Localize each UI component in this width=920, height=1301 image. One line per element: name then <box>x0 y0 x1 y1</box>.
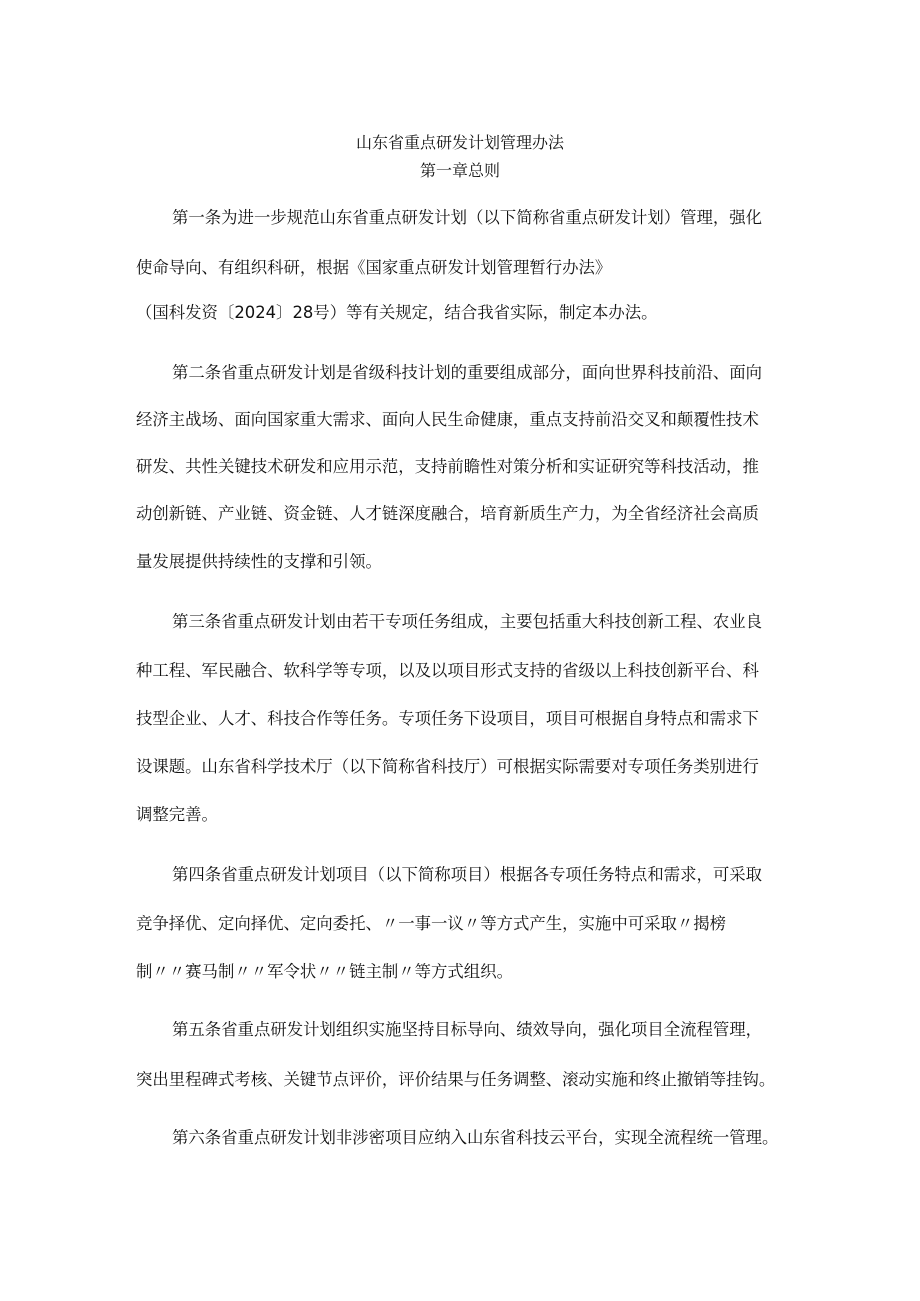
article-3-line-3: 技型企业、人才、科技合作等任务。专项任务下设项目，项目可根据自身特点和需求下 <box>136 709 759 728</box>
article-3-line-2: 种工程、军民融合、软科学等专项，以及以项目形式支持的省级以上科技创新平台、科 <box>136 661 759 680</box>
chapter-heading: 第一章总则 <box>419 161 500 180</box>
article-4-line-2: 竞争择优、定向择优、定向委托、〃一事一议〃等方式产生，实施中可采取〃揭榜 <box>136 914 727 933</box>
article-6-line-1: 第六条省重点研发计划非涉密项目应纳入山东省科技云平台，实现全流程统一管理。 <box>172 1128 779 1147</box>
article-1-line-2: 使命导向、有组织科研，根据《国家重点研发计划管理暂行办法》 <box>136 258 612 277</box>
article-1-line-1: 第一条为进一步规范山东省重点研发计划（以下简称省重点研发计划）管理，强化 <box>172 208 763 227</box>
article-3-line-4: 设课题。山东省科学技术厅（以下简称省科技厅）可根据实际需要对专项任务类别进行 <box>136 757 759 776</box>
article-5-line-2: 突出里程碑式考核、关键节点评价，评价结果与任务调整、滚动实施和终止撤销等挂钩。 <box>136 1070 776 1089</box>
article-3-line-1: 第三条省重点研发计划由若干专项任务组成，主要包括重大科技创新工程、农业良 <box>172 612 763 631</box>
article-2-line-4: 动创新链、产业链、资金链、人才链深度融合，培育新质生产力，为全省经济社会高质 <box>136 504 759 523</box>
article-4-line-1: 第四条省重点研发计划项目（以下简称项目）根据各专项任务特点和需求，可采取 <box>172 865 763 884</box>
article-2-line-3: 研发、共性关键技术研发和应用示范，支持前瞻性对策分析和实证研究等科技活动，推 <box>136 457 759 476</box>
document-title: 山东省重点研发计划管理办法 <box>355 133 564 152</box>
article-2-line-5: 量发展提供持续性的支撑和引领。 <box>136 552 382 571</box>
article-1-line-3: （国科发资〔2024〕28号）等有关规定，结合我省实际，制定本办法。 <box>136 303 658 322</box>
article-2-line-1: 第二条省重点研发计划是省级科技计划的重要组成部分，面向世界科技前沿、面向 <box>172 363 763 382</box>
article-3-line-5: 调整完善。 <box>136 805 218 824</box>
article-2-line-2: 经济主战场、面向国家重大需求、面向人民生命健康，重点支持前沿交叉和颠覆性技术 <box>136 410 759 429</box>
article-5-line-1: 第五条省重点研发计划组织实施坚持目标导向、绩效导向，强化项目全流程管理， <box>172 1020 763 1039</box>
article-4-line-3: 制〃〃赛马制〃〃军令状〃〃链主制〃等方式组织。 <box>136 962 513 981</box>
